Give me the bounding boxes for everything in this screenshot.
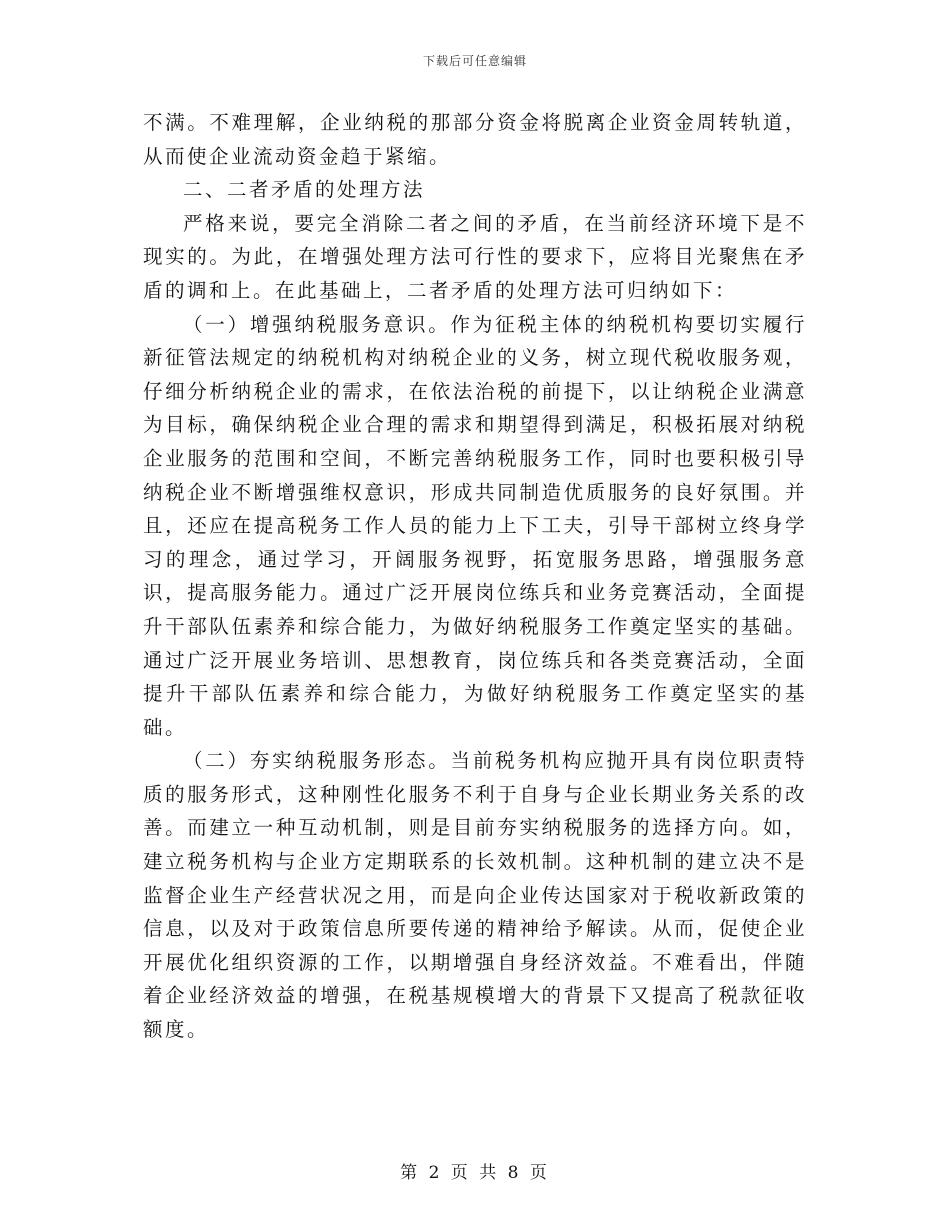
paragraph-5: （二）夯实纳税服务形态。当前税务机构应抛开具有岗位职责特质的服务形式，这种刚性化服务不利于自身与企业长期业务关系的改善。而建立一种互动机制，则是目前夯实纳税服务的选择方向。如，建立税务机构与企业方定期联系的长效机制。这种机制的建立决不是监督企业生产经营状况之用，而是向企业传达国家对于税收新政策的信息，以及对于政策信息所要传递的精神给予解读。从而，促使企业开展优化组织资源的工作，以期增强自身经济效益。不难看出，伴随着企业经济效益的增强，在税基规模增大的背景下又提高了税款征收额度。 [143,749,807,1042]
page-header: 下载后可任意编辑 [422,54,527,68]
document-body [143,106,807,1047]
paragraph-1: 不满。不难理解，企业纳税的那部分资金将脱离企业资金周转轨道，从而使企业流动资金趋于紧缩。 [143,111,807,168]
page-footer: 第 2 页 共 8 页 [400,1163,550,1183]
paragraph-4: （一）增强纳税服务意识。作为征税主体的纳税机构要切实履行新征管法规定的纳税机构对纳税企业的义务，树立现代税收服务观，仔细分析纳税企业的需求，在依法治税的前提下，以让纳税企业满意为目标，确保纳税企业合理的需求和期望得到满足，积极拓展对纳税企业服务的范围和空间，不断完善纳税服务工作，同时也要积极引导纳税企业不断增强维权意识，形成共同制造优质服务的良好氛围。并且，还应在提高税务工作人员的能力上下工夫，引导干部树立终身学习的理念，通过学习，开阔服务视野，拓宽服务思路，增强服务意识，提高服务能力。通过广泛开展岗位练兵和业务竞赛活动，全面提升干部队伍素养和综合能力，为做好纳税服务工作奠定坚实的基础。通过广泛开展业务培训、思想教育，岗位练兵和各类竞赛活动，全面提升干部队伍素养和综合能力，为做好纳税服务工作奠定坚实的基础。 [143,312,807,739]
section-heading: 二、二者矛盾的处理方法 [182,178,425,202]
paragraph-3: 严格来说，要完全消除二者之间的矛盾，在当前经济环境下是不现实的。为此，在增强处理方法可行性的要求下，应将目光聚焦在矛盾的调和上。在此基础上，二者矛盾的处理方法可归纳如下： [143,211,807,302]
